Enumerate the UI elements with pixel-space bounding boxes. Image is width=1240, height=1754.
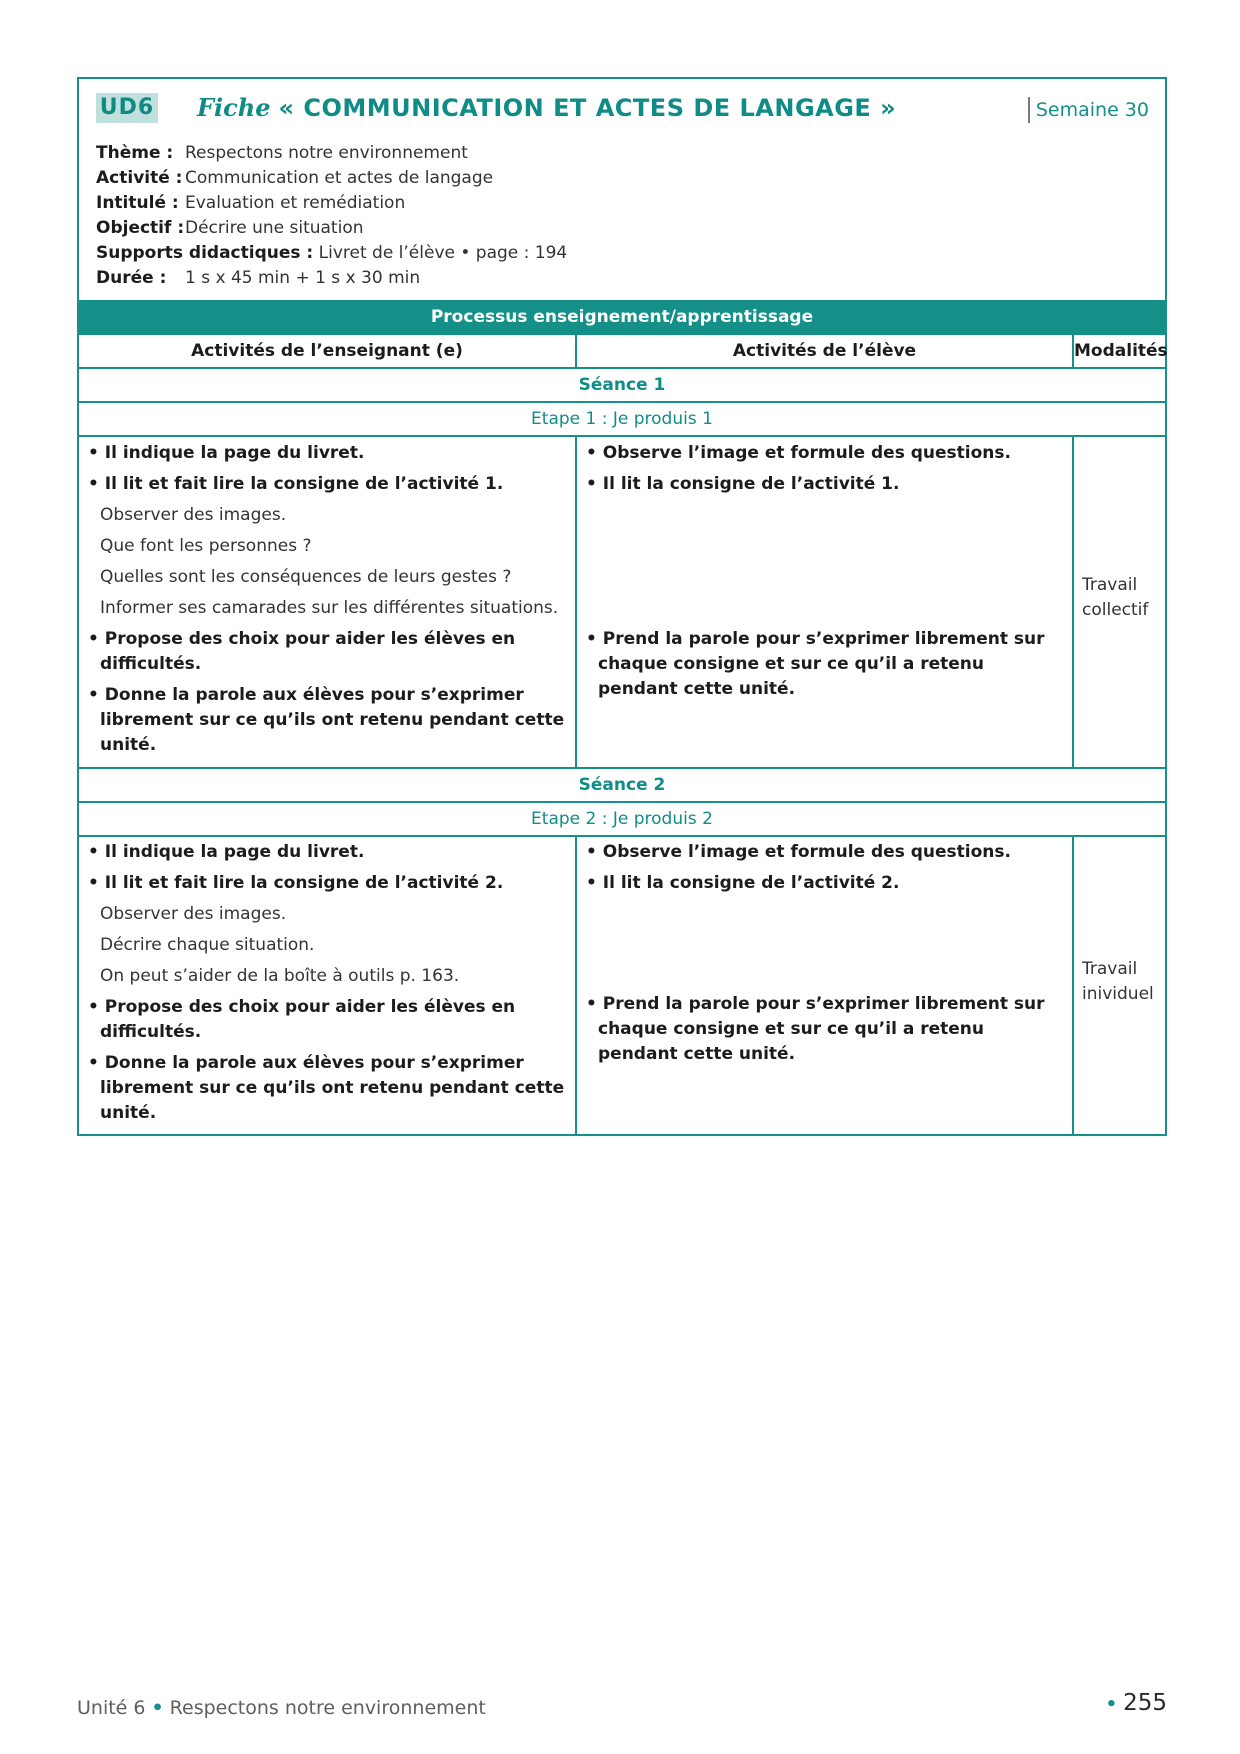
session-2-student-cell — [576, 836, 1073, 1134]
meta-label: Thème : — [96, 143, 174, 163]
page-number — [1106, 1690, 1167, 1716]
session-2-modalite-cell — [1073, 836, 1165, 1134]
teacher-note: Quelles sont les conséquences de leurs gestes ? — [100, 567, 512, 587]
meta-info — [96, 141, 567, 291]
session-1-teacher-cell — [79, 436, 576, 768]
footer-unit-title: Respectons notre environnement — [169, 1697, 486, 1719]
teacher-item: • Donne la parole aux élèves pour s’exprimer librement sur ce qu’ils ont retenu pendant cette unité. — [88, 1053, 565, 1123]
modalite-line: inividuel — [1082, 984, 1154, 1004]
modalite-line: collectif — [1082, 600, 1149, 620]
meta-value: Evaluation et remédiation — [185, 193, 406, 213]
modalite-line: Travail — [1082, 575, 1138, 595]
teacher-item: • Il lit et fait lire la consigne de l’activité 2. — [88, 873, 504, 893]
col-header-modalites: Modalités — [1073, 335, 1165, 368]
meta-value: Respectons notre environnement — [185, 143, 468, 163]
meta-value: Communication et actes de langage — [185, 168, 494, 188]
teacher-item: • Donne la parole aux élèves pour s’exprimer librement sur ce qu’ils ont retenu pendant cette unité. — [88, 685, 565, 755]
student-item: • Prend la parole pour s’exprimer librement sur chaque consigne et sur ce qu’il a retenu pendant cette unité. — [586, 629, 1045, 699]
student-item: • Il lit la consigne de l’activité 1. — [586, 474, 900, 494]
session-1-student-cell — [576, 436, 1073, 768]
teacher-note: Décrire chaque situation. — [100, 935, 315, 955]
title-text: « COMMUNICATION ET ACTES DE LANGAGE » — [278, 94, 897, 122]
page-bullet: • — [1105, 1694, 1118, 1715]
meta-label: Supports didactiques : — [96, 243, 314, 263]
col-header-teacher: Activités de l’enseignant (e) — [79, 335, 576, 368]
teacher-note: Que font les personnes ? — [100, 536, 312, 556]
teacher-item: • Propose des choix pour aider les élèves en difficultés. — [88, 997, 516, 1042]
session-2-row — [79, 836, 1165, 1134]
etape-2-heading: Etape 2 : Je produis 2 — [79, 802, 1165, 836]
session-1-modalite-cell — [1073, 436, 1165, 768]
meta-value: 1 s x 45 min + 1 s x 30 min — [185, 268, 421, 288]
activities-table — [79, 335, 1168, 1134]
student-item: • Il lit la consigne de l’activité 2. — [586, 873, 900, 893]
teacher-note: On peut s’aider de la boîte à outils p. 163. — [100, 966, 460, 986]
meta-objectif — [96, 216, 567, 241]
sheet-header — [79, 79, 1165, 300]
unit-badge: UD6 — [96, 93, 158, 123]
session-1-row — [79, 436, 1165, 768]
meta-intitule — [96, 191, 567, 216]
sheet-title — [197, 91, 896, 125]
meta-value: Décrire une situation — [185, 218, 364, 238]
student-item: • Prend la parole pour s’exprimer librement sur chaque consigne et sur ce qu’il a retenu pendant cette unité. — [586, 994, 1045, 1064]
meta-label: Intitulé : — [96, 193, 179, 213]
teacher-note: Observer des images. — [100, 505, 287, 525]
student-item: • Observe l’image et formule des questions. — [586, 842, 1011, 862]
meta-activite — [96, 166, 567, 191]
teacher-note: Observer des images. — [100, 904, 287, 924]
footer-unit-number: Unité 6 — [77, 1697, 146, 1719]
teacher-note: Informer ses camarades sur les différentes situations. — [100, 598, 559, 618]
student-item: • Observe l’image et formule des questions. — [586, 443, 1011, 463]
meta-label: Objectif : — [96, 218, 185, 238]
teacher-item: • Il indique la page du livret. — [88, 842, 365, 862]
meta-label: Activité : — [96, 168, 183, 188]
fiche-label: Fiche — [197, 93, 271, 122]
lesson-sheet — [77, 77, 1167, 1136]
meta-value: Livret de l’élève • page : 194 — [318, 243, 568, 263]
meta-label: Durée : — [96, 268, 167, 288]
meta-theme — [96, 141, 567, 166]
meta-supports — [96, 241, 567, 266]
column-headers — [79, 335, 1165, 368]
process-title-bar: Processus enseignement/apprentissage — [79, 300, 1165, 335]
teacher-item: • Il lit et fait lire la consigne de l’activité 1. — [88, 474, 504, 494]
seance-1-heading: Séance 1 — [79, 368, 1165, 402]
page-number-value: 255 — [1123, 1690, 1167, 1716]
teacher-item: • Propose des choix pour aider les élèves en difficultés. — [88, 629, 516, 674]
footer-bullet: • — [151, 1697, 164, 1719]
seance-2-heading: Séance 2 — [79, 768, 1165, 802]
footer-unit — [77, 1697, 486, 1719]
week-label: Semaine 30 — [1028, 97, 1149, 123]
session-2-teacher-cell — [79, 836, 576, 1134]
col-header-student: Activités de l’élève — [576, 335, 1073, 368]
teacher-item: • Il indique la page du livret. — [88, 443, 365, 463]
modalite-line: Travail — [1082, 959, 1138, 979]
meta-duree — [96, 266, 567, 291]
etape-1-heading: Etape 1 : Je produis 1 — [79, 402, 1165, 436]
